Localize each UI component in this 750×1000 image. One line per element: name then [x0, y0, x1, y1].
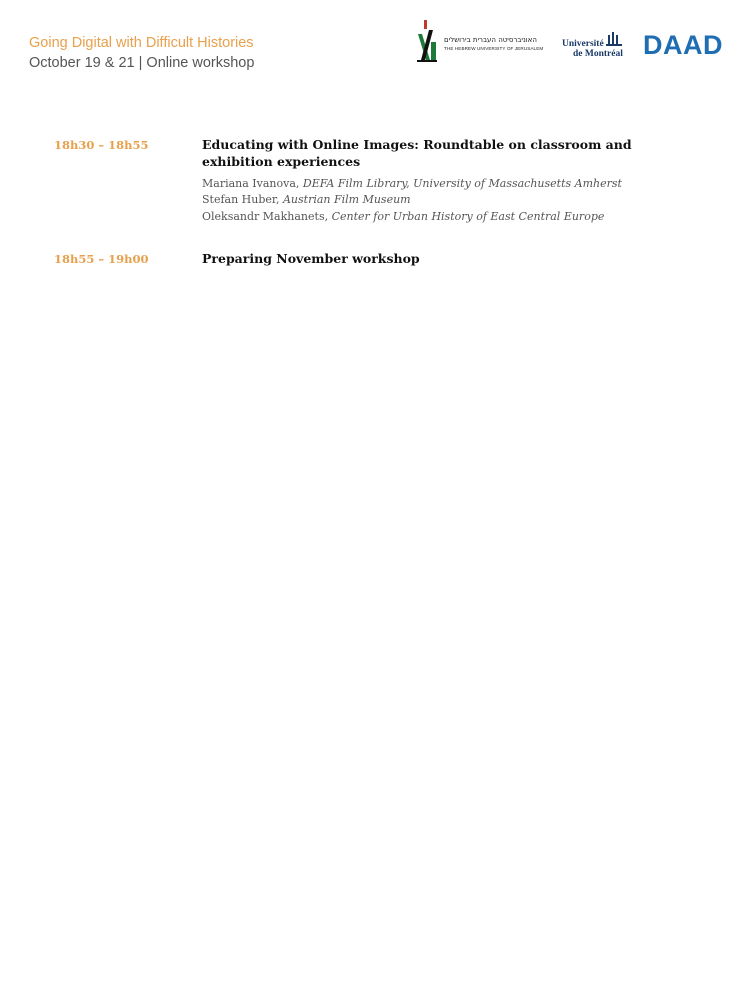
speaker-name: Oleksandr Makhanets [202, 210, 325, 223]
speaker-affiliation: DEFA Film Library, University of Massachusetts Amherst [302, 177, 622, 190]
session-title: Preparing November workshop [202, 251, 420, 266]
page-header [0, 0, 750, 90]
speaker-affiliation: Austrian Film Museum [282, 193, 411, 206]
speaker-line: Oleksandr Makhanets, Center for Urban History of East Central Europe [202, 210, 605, 223]
speaker-affiliation: Center for Urban History of East Central Europe [331, 210, 605, 223]
speaker-name: Mariana Ivanova [202, 177, 296, 190]
workshop-title: Going Digital with Difficult Histories [29, 35, 254, 51]
udem-name-line1: Université [562, 39, 604, 49]
workshop-date-format: October 19 & 21 | Online workshop [29, 55, 255, 71]
session-title: Educating with Online Images: Roundtable on classroom and exhibition experiences [202, 137, 632, 169]
session-time: 18h55 – 19h00 [54, 252, 149, 266]
udem-logo [562, 32, 626, 62]
huji-english-name: THE HEBREW UNIVERSITY OF JERUSALEM [444, 46, 544, 51]
udem-emblem-icon [606, 32, 622, 46]
hebrew-university-logo [416, 20, 544, 64]
speaker-line: Mariana Ivanova, DEFA Film Library, University of Massachusetts Amherst [202, 177, 622, 190]
daad-logo: DAAD [643, 30, 723, 60]
speaker-name: Stefan Huber [202, 193, 276, 206]
huji-emblem-icon [416, 20, 438, 64]
speaker-line: Stefan Huber, Austrian Film Museum [202, 193, 411, 206]
huji-hebrew-name: האוניברסיטה העברית בירושלים [444, 36, 537, 44]
udem-name-line2: de Montréal [573, 49, 623, 59]
session-time: 18h30 – 18h55 [54, 138, 149, 152]
